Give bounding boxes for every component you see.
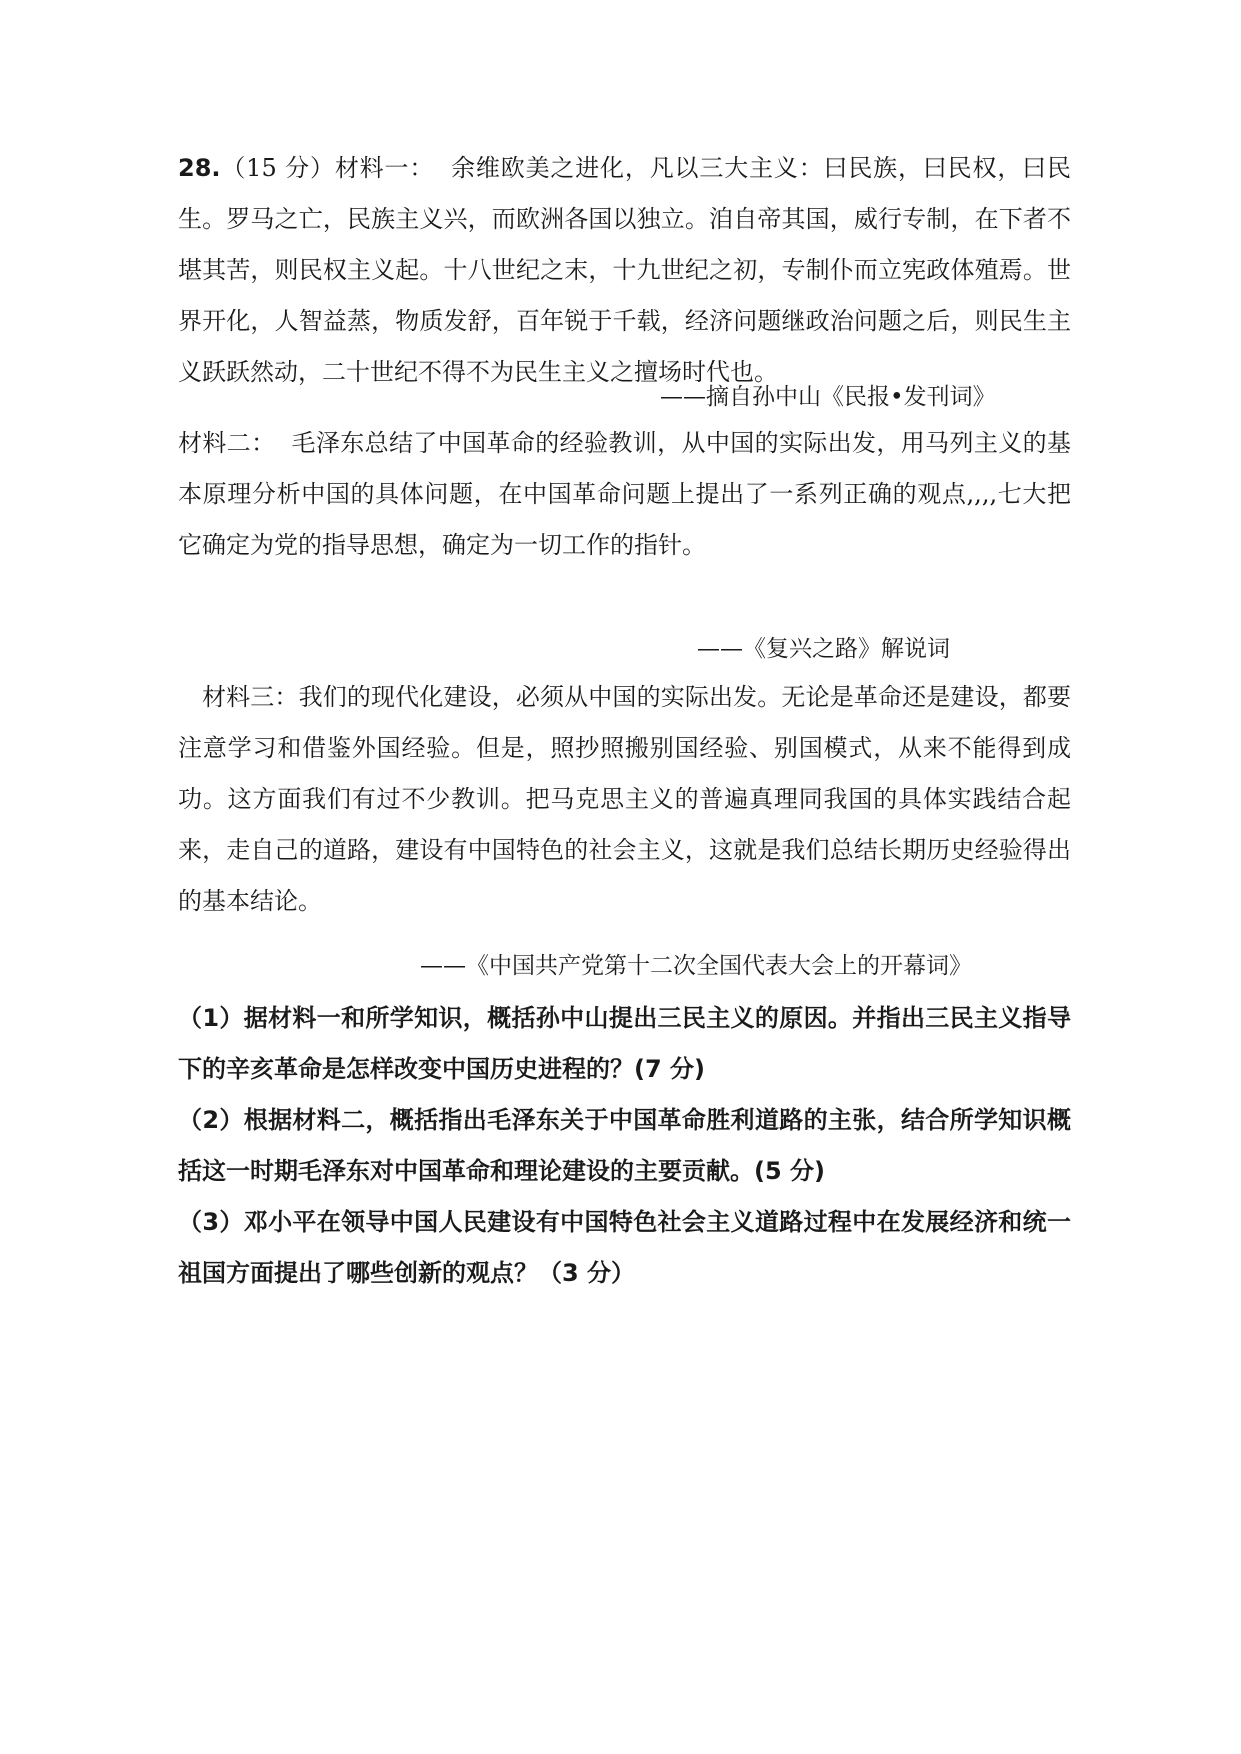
material-3-source: ——《中国共产党第十二次全国代表大会上的开幕词》	[420, 953, 972, 979]
material-3-text: 我们的现代化建设，必须从中国的实际出发。无论是革命还是建设，都要注意学习和借鉴外国经验。但是，照抄照搬别国经验、别国模式，从来不能得到成功。这方面我们有过不少教训。把马克思主义的普遍真理同我国的具体实践结合起来，走自己的道路，建设有中国特色的社会主义，这就是我们总结长期历史经验得出的基本结论。	[178, 683, 1072, 915]
material-1-label: （15 分）材料一：	[220, 154, 435, 182]
material-2-label: 材料二：	[178, 429, 276, 457]
material-2-source: ——《复兴之路》解说词	[697, 636, 950, 662]
sub-question-2: （2）根据材料二，概括指出毛泽东关于中国革命胜利道路的主张，结合所学知识概括这一时期毛泽东对中国革命和理论建设的主要贡献。(5 分)	[178, 1106, 1071, 1185]
material-1-source: ——摘自孙中山《民报•发刊词》	[660, 384, 996, 410]
sub-question-1: （1）据材料一和所学知识，概括孙中山提出三民主义的原因。并指出三民主义指导下的辛亥革命是怎样改变中国历史进程的？(7 分)	[178, 1004, 1071, 1083]
material-2-text: 毛泽东总结了中国革命的经验教训，从中国的实际出发，用马列主义的基本原理分析中国的具体问题，在中国革命问题上提出了一系列正确的观点,,,,七大把它确定为党的指导思想，确定为一切工作的指针。	[178, 429, 1072, 559]
material-3-label: 材料三：	[202, 683, 299, 711]
material-1-text: 余维欧美之进化，凡以三大主义：曰民族，曰民权，曰民生。罗马之亡，民族主义兴，而欧洲各国以独立。洎自帝其国，威行专制，在下者不堪其苦，则民权主义起。十八世纪之末，十九世纪之初，专制仆而立宪政体殖焉。世界开化，人智益蒸，物质发舒，百年锐于千载，经济问题继政治问题之后，则民生主义跃跃然动，二十世纪不得不为民生主义之擅场时代也。	[178, 154, 1071, 386]
material-3-paragraph	[178, 672, 1071, 927]
material-1-paragraph	[178, 143, 1071, 398]
question-number: 28.	[178, 154, 221, 182]
material-2-paragraph	[178, 418, 1071, 571]
sub-question-3: （3）邓小平在领导中国人民建设有中国特色社会主义道路过程中在发展经济和统一祖国方面提出了哪些创新的观点？（3 分）	[178, 1208, 1071, 1287]
